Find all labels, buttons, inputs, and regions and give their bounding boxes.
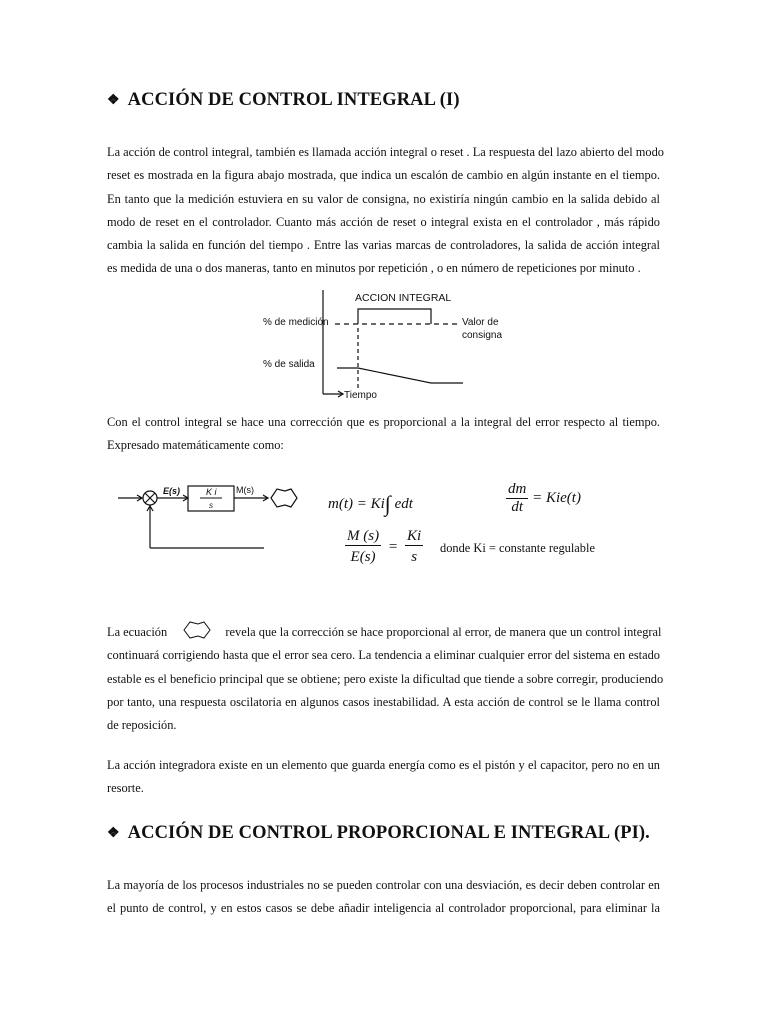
section-title: ACCIÓN DE CONTROL PROPORCIONAL E INTEGRAL (PI).	[127, 823, 650, 843]
label-consigna: consigna	[462, 330, 503, 341]
eq3-numerator-right: Ki	[407, 528, 422, 544]
label-valor: Valor de	[462, 317, 499, 328]
text-line: reset es mostrada en la figura abajo mostrada, que indica un escalón de cambio en algún instante en el tiempo.	[107, 168, 660, 183]
text-line: de reposición.	[107, 718, 177, 733]
label-tiempo: Tiempo	[344, 390, 377, 401]
equation-integral	[328, 488, 413, 514]
text-line: La mayoría de los procesos industriales no se pueden controlar con una desviación, es decir deben controlar en	[107, 878, 660, 892]
label-es: E(s)	[163, 486, 181, 496]
section-heading-integral	[107, 90, 460, 111]
diamond-bullet-icon: ❖	[107, 826, 120, 841]
paragraph-integrating-element	[107, 754, 660, 801]
integral-sign-icon: ∫	[384, 491, 391, 516]
label-ms: M(s)	[236, 485, 254, 495]
label-s: s	[209, 501, 213, 510]
eq3-numerator-left: M (s)	[347, 528, 380, 544]
donde-note: donde Ki = constante regulable	[440, 541, 595, 555]
integral-action-figure	[255, 288, 525, 403]
paragraph-integral-intro	[107, 141, 665, 281]
block-diagram	[108, 474, 300, 556]
eq2-rhs: = Kie(t)	[532, 490, 581, 506]
eq3-equals: =	[388, 538, 398, 555]
first-left: La ecuación	[107, 625, 168, 639]
label-salida: % de salida	[263, 359, 315, 370]
text-line: En tanto que la medición estuviera en su valor de consigna, no existiría ningún cambio en la salida debido al	[107, 191, 660, 206]
text-line: estable es el beneficio principal que se obtiene; pero existe la dificultad que tiende a sobre corregir, produciendo	[107, 671, 664, 686]
eq1-rhs: edt	[394, 496, 413, 512]
text-line: modo de reset en el controlador. Cuanto más acción de reset o integral exista en el controlador , más rápido	[107, 214, 660, 229]
first-right: revela que la corrección se hace proporcional al error, de manera que un control integral	[225, 625, 662, 639]
eq2-numerator: dm	[508, 481, 527, 497]
equation-transfer	[345, 528, 423, 566]
text-line: continuará corrigiendo hasta que el error sea cero. La tendencia a eliminar cualquier error del sistema en estado	[107, 648, 660, 663]
section-title: ACCIÓN DE CONTROL INTEGRAL (I)	[127, 90, 460, 110]
text-line: La acción de control integral, también es llamada acción integral o reset . La respuesta del lazo abierto del modo	[107, 145, 665, 159]
paragraph-equation-explanation	[107, 620, 664, 737]
diamond-bullet-icon: ❖	[107, 93, 120, 108]
text-line: resorte.	[107, 781, 144, 796]
section-heading-pi	[107, 823, 650, 844]
paragraph-integral-correction	[107, 411, 660, 458]
eq2-denominator: dt	[511, 499, 523, 515]
eq3-denominator-left: E(s)	[350, 549, 376, 565]
eq1-lhs: m(t) = Ki	[328, 496, 385, 512]
label-medicion: % de medición	[263, 317, 329, 328]
text-line	[107, 620, 660, 644]
text-line: es medida de una o dos maneras, tanto en minutos por repetición , o en número de repeticiones por minuto .	[107, 261, 641, 276]
figure-title: ACCION INTEGRAL	[355, 292, 452, 304]
text-line: el punto de control, y en estos casos se debe añadir inteligencia al controlador proporcional, para eliminar la	[107, 901, 660, 916]
equation-derivative	[506, 481, 581, 516]
eq3-denominator-right: s	[411, 549, 418, 565]
text-line: Expresado matemáticamente como:	[107, 438, 284, 453]
cloud-equation-icon	[182, 620, 216, 640]
text-line: Con el control integral se hace una corrección que es proporcional a la integral del error respecto al tiempo.	[107, 415, 660, 429]
text-line: cambia la salida en función del tiempo . Entre las varias marcas de controladores, la salida de acción integral	[107, 238, 660, 253]
label-ki: K i	[206, 487, 217, 497]
text-line: La acción integradora existe en un elemento que guarda energía como es el pistón y el capacitor, pero no en un	[107, 758, 660, 772]
text-line: por tanto, una respuesta oscilatoria en algunos casos inestabilidad. A esta acción de control se le llama control	[107, 694, 660, 709]
paragraph-pi-intro	[107, 874, 660, 921]
